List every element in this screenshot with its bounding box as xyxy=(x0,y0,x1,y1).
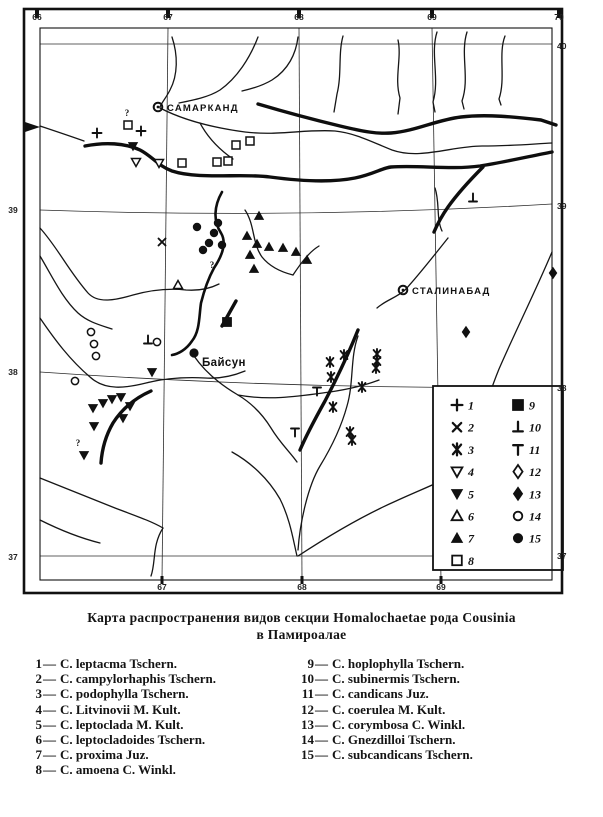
species-number: 10 xyxy=(301,671,314,687)
marker-species-15 xyxy=(193,223,201,231)
marker-species-14 xyxy=(90,340,97,347)
grid-label-top: 70 xyxy=(554,12,564,22)
marker-species-3 xyxy=(359,382,366,392)
city-ring-dot xyxy=(157,106,160,109)
marker-species-8 xyxy=(232,141,240,149)
marker-species-9 xyxy=(223,318,232,327)
species-entry xyxy=(20,656,292,671)
species-list xyxy=(0,656,603,778)
grid-label-right: 38 xyxy=(557,383,567,393)
marker-species-7 xyxy=(250,265,259,273)
city-markers xyxy=(154,103,491,369)
species-number: 12 xyxy=(301,701,314,717)
legend-item-number: 14 xyxy=(529,509,541,524)
species-number: 6 xyxy=(35,732,42,748)
city-самарканд xyxy=(154,103,239,114)
city-байсун xyxy=(189,348,245,369)
marker-species-8 xyxy=(124,121,132,129)
species-entry xyxy=(292,732,473,747)
symbol-sq-open xyxy=(452,556,462,566)
species-number: 7 xyxy=(35,747,42,763)
caption-line-1: Карта распространения видов секции Homalochaetae рода Cousinia xyxy=(87,610,516,625)
marker-species-5 xyxy=(119,415,128,423)
legend-item-number: 1 xyxy=(468,398,474,413)
marker-species-10 xyxy=(469,194,477,202)
marker-species-3 xyxy=(349,435,356,445)
city-ring-dot xyxy=(402,289,405,292)
uncertain-mark: ? xyxy=(75,438,81,448)
species-entry xyxy=(292,747,473,762)
marker-species-5 xyxy=(99,400,108,408)
marker-species-7 xyxy=(253,240,262,248)
species-dash: — xyxy=(315,656,328,671)
grid-label-right: 40 xyxy=(557,41,567,51)
marker-species-3 xyxy=(327,357,334,367)
marker-species-10 xyxy=(144,336,152,344)
marker-species-14 xyxy=(71,377,78,384)
marker-species-15 xyxy=(205,239,213,247)
legend-item-9 xyxy=(513,399,535,413)
species-dash: — xyxy=(43,716,56,732)
grid-label-bottom: 67 xyxy=(157,582,167,592)
symbol-sq-fill xyxy=(513,400,524,411)
species-dash: — xyxy=(315,671,328,687)
species-entry xyxy=(292,656,473,671)
species-name: C. subinermis Tschern. xyxy=(332,671,460,687)
species-entry xyxy=(20,747,292,762)
species-number: 4 xyxy=(35,701,42,717)
marker-species-15 xyxy=(218,241,226,249)
species-name: C. coerulea M. Kult. xyxy=(332,701,446,717)
species-number: 3 xyxy=(35,686,42,702)
marker-species-8 xyxy=(224,157,232,165)
species-number: 1 xyxy=(35,656,42,671)
legend-item-number: 10 xyxy=(529,420,541,435)
species-dash: — xyxy=(315,732,328,748)
species-name: C. Gnezdilloi Tschern. xyxy=(332,732,456,748)
marker-species-5 xyxy=(108,396,117,404)
marker-species-5 xyxy=(117,394,126,402)
marker-species-8 xyxy=(246,137,254,145)
grid-label-top: 67 xyxy=(163,12,173,22)
marker-species-5 xyxy=(148,369,157,377)
marker-species-7 xyxy=(243,232,252,240)
species-number: 11 xyxy=(301,686,314,702)
species-entry xyxy=(20,702,292,717)
grid-label-left: 37 xyxy=(8,552,18,562)
grid-label-top: 66 xyxy=(32,12,42,22)
symbol-cir-fill xyxy=(513,534,522,543)
species-number: 13 xyxy=(301,716,314,732)
species-dash: — xyxy=(315,716,328,732)
marker-species-8 xyxy=(213,158,221,166)
legend-item-number: 8 xyxy=(468,553,474,568)
legend-item-number: 13 xyxy=(529,487,541,502)
species-name: C. corymbosa C. Winkl. xyxy=(332,716,466,732)
marker-species-14 xyxy=(153,338,160,345)
legend-item-number: 5 xyxy=(468,487,474,502)
grid-label-left: 39 xyxy=(8,205,18,215)
grid-label-bottom: 68 xyxy=(297,582,307,592)
legend-item-number: 3 xyxy=(468,442,474,457)
marker-species-7 xyxy=(265,243,274,251)
species-name: C. leptocladoides Tschern. xyxy=(60,732,206,748)
species-name: C. leptoclada M. Kult. xyxy=(60,716,184,732)
species-entry xyxy=(20,732,292,747)
species-entry xyxy=(292,702,473,717)
marker-species-3 xyxy=(373,363,380,373)
legend-item-number: 6 xyxy=(468,509,474,524)
marker-species-7 xyxy=(292,248,301,256)
marker-species-15 xyxy=(214,219,222,227)
species-name: C. amoena C. Winkl. xyxy=(60,762,176,778)
river-exit-arrow xyxy=(25,122,40,132)
uncertain-marks xyxy=(76,108,215,448)
city-сталинабад xyxy=(399,286,491,297)
species-column-right xyxy=(292,656,473,778)
species-dash: — xyxy=(43,762,56,778)
marker-species-14 xyxy=(87,328,94,335)
marker-species-3 xyxy=(330,402,337,412)
species-number: 8 xyxy=(35,762,42,778)
species-dash: — xyxy=(43,656,56,671)
city-label: СТАЛИНАБАД xyxy=(412,286,491,297)
species-dash: — xyxy=(315,747,328,763)
marker-species-7 xyxy=(246,251,255,259)
species-entry xyxy=(292,717,473,732)
caption-line-2: в Памироалае xyxy=(256,627,347,642)
species-dash: — xyxy=(43,701,56,717)
species-entry xyxy=(20,686,292,701)
city-dot-marker xyxy=(189,348,198,357)
species-entry xyxy=(292,686,473,701)
legend-item-number: 2 xyxy=(468,420,474,435)
species-number: 2 xyxy=(35,671,42,687)
grid-label-bottom: 69 xyxy=(436,582,446,592)
species-number: 14 xyxy=(301,732,314,748)
species-dash: — xyxy=(315,701,328,717)
marker-species-4 xyxy=(132,159,141,167)
species-column-left xyxy=(20,656,292,778)
species-entry xyxy=(292,671,473,686)
species-name: C. campylorhaphis Tschern. xyxy=(60,671,217,687)
uncertain-mark: ? xyxy=(124,108,130,118)
species-entry xyxy=(20,671,292,686)
marker-species-15 xyxy=(199,246,207,254)
species-dash: — xyxy=(43,686,56,702)
marker-species-1 xyxy=(137,127,146,136)
species-dash: — xyxy=(43,732,56,748)
city-label: САМАРКАНД xyxy=(167,103,239,114)
species-number: 15 xyxy=(301,747,314,763)
legend-item-number: 9 xyxy=(529,398,535,413)
marker-species-2 xyxy=(159,239,166,246)
marker-species-1 xyxy=(93,129,102,138)
species-name: C. candicans Juz. xyxy=(332,686,429,702)
marker-species-5 xyxy=(89,405,98,413)
legend-item-number: 7 xyxy=(468,531,474,546)
species-name: C. podophylla Tschern. xyxy=(60,686,189,702)
marker-species-5 xyxy=(90,423,99,431)
marker-species-7 xyxy=(279,244,288,252)
species-name: C. Litvinovii M. Kult. xyxy=(60,701,181,717)
grid-label-top: 69 xyxy=(427,12,437,22)
legend-item-number: 11 xyxy=(529,442,541,457)
species-name: C. hoplophylla Tschern. xyxy=(332,656,465,671)
figure-caption xyxy=(0,609,603,643)
grid-label-right: 37 xyxy=(557,551,567,561)
species-name: C. proxima Juz. xyxy=(60,747,149,763)
grid-label-top: 68 xyxy=(294,12,304,22)
symbol-cir-open xyxy=(514,512,523,521)
marker-species-5 xyxy=(80,452,89,460)
marker-species-8 xyxy=(178,159,186,167)
city-label: Байсун xyxy=(202,357,246,369)
species-name: C. leptacma Tschern. xyxy=(60,656,177,671)
grid-label-left: 38 xyxy=(8,367,18,377)
species-dash: — xyxy=(315,686,328,702)
species-number: 9 xyxy=(307,656,314,671)
marker-species-6 xyxy=(174,281,183,289)
marker-species-13 xyxy=(462,327,470,338)
legend-item-number: 4 xyxy=(468,465,474,480)
uncertain-mark: ? xyxy=(209,260,215,270)
legend-item-number: 12 xyxy=(529,465,541,480)
marker-species-14 xyxy=(92,352,99,359)
map-legend xyxy=(433,386,563,570)
grid-label-right: 39 xyxy=(557,201,567,211)
species-dash: — xyxy=(43,747,56,763)
marker-species-13 xyxy=(549,268,557,279)
legend-item-number: 15 xyxy=(529,531,541,546)
species-entry xyxy=(20,762,292,777)
species-dash: — xyxy=(43,671,56,687)
species-name: C. subcandicans Tschern. xyxy=(332,747,473,763)
species-number: 5 xyxy=(35,716,42,732)
marker-species-3 xyxy=(328,372,335,382)
species-entry xyxy=(20,717,292,732)
marker-species-7 xyxy=(255,212,264,220)
marker-species-11 xyxy=(291,429,299,437)
marker-species-15 xyxy=(210,229,218,237)
